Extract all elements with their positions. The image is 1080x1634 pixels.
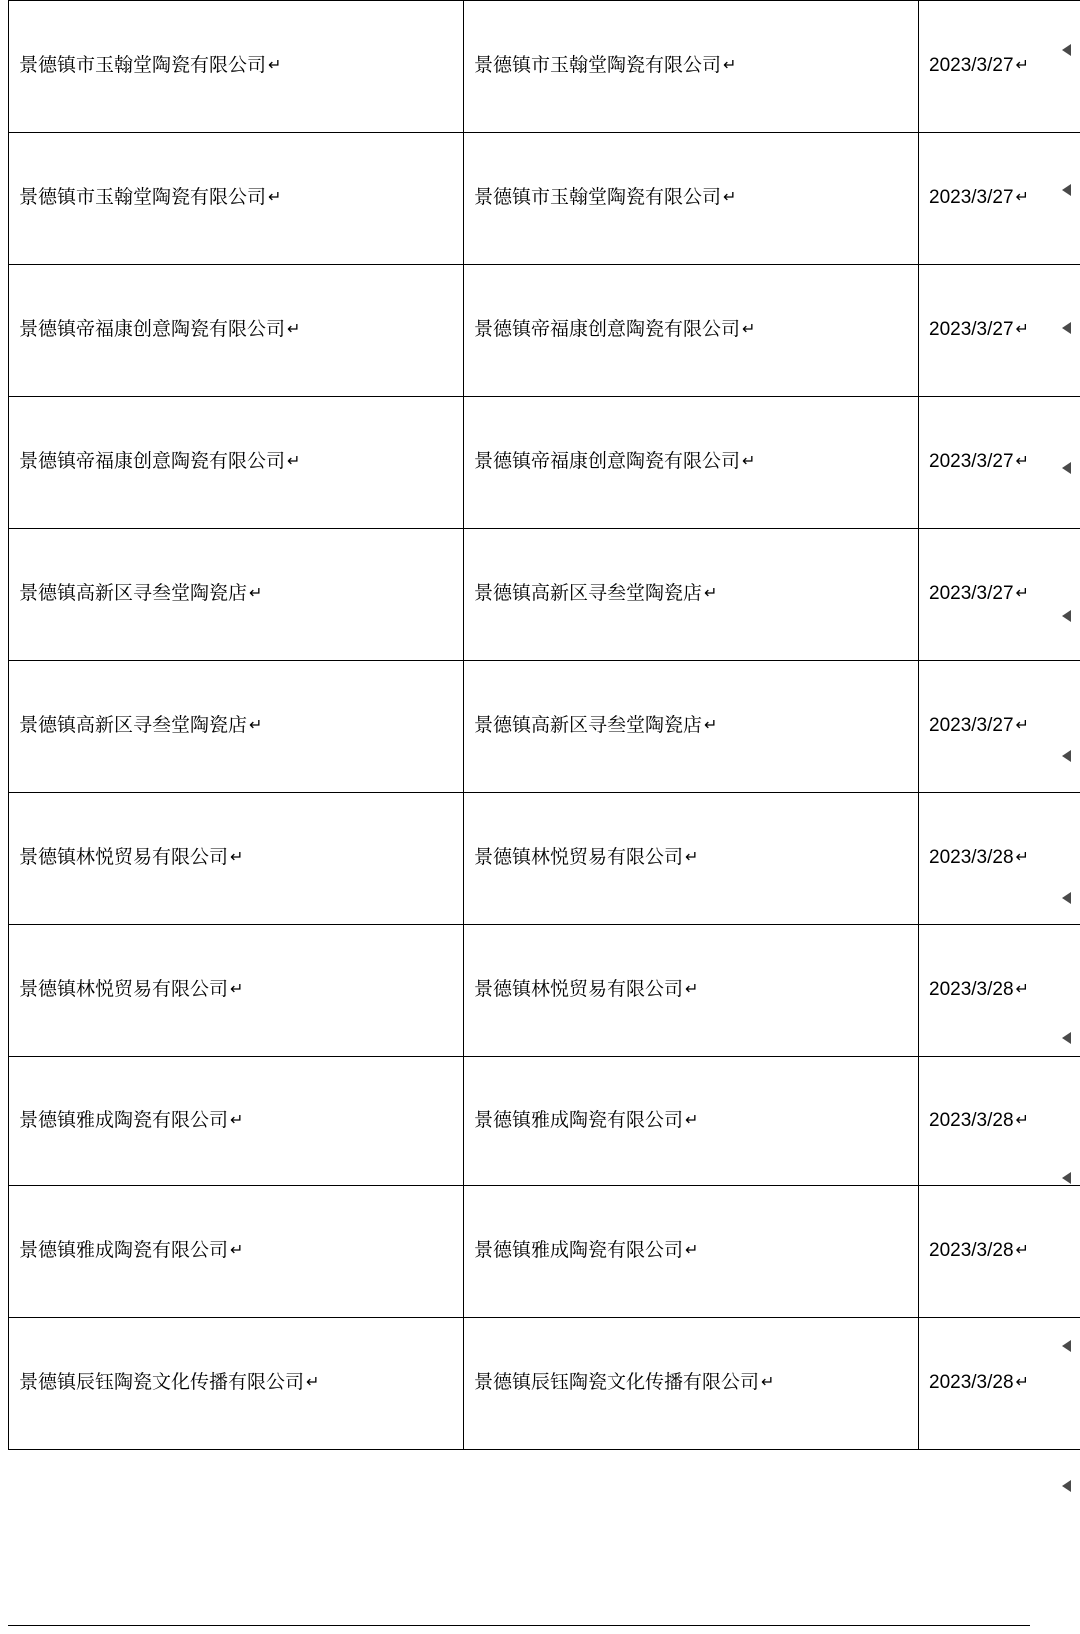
paragraph-mark-icon: ↵ xyxy=(1015,849,1029,867)
paragraph-mark-icon: ↵ xyxy=(1015,1242,1029,1260)
cell-text: 景德镇市玉翰堂陶瓷有限公司 xyxy=(474,187,722,209)
cell-company-name-duplicate xyxy=(464,529,919,661)
cell-text: 景德镇辰钰陶瓷文化传播有限公司 xyxy=(19,1372,305,1394)
paragraph-mark-icon: ↵ xyxy=(685,1242,699,1260)
cell-date xyxy=(919,793,1080,925)
cell-text: 景德镇高新区寻叁堂陶瓷店 xyxy=(19,583,248,605)
paragraph-mark-icon: ↵ xyxy=(230,1242,244,1260)
cell-company-name-duplicate xyxy=(464,1,919,133)
page-bottom-rule xyxy=(8,1625,1030,1626)
cell-text: 2023/3/28 xyxy=(929,847,1014,869)
cell-text: 2023/3/28 xyxy=(929,979,1014,1001)
paragraph-mark-icon: ↵ xyxy=(230,981,244,999)
cell-company-name xyxy=(9,1,464,133)
paragraph-mark-icon: ↵ xyxy=(761,1374,775,1392)
table-row xyxy=(9,265,1080,397)
cell-text: 景德镇市玉翰堂陶瓷有限公司 xyxy=(19,55,267,77)
cell-text: 2023/3/28 xyxy=(929,1372,1014,1394)
cell-company-name xyxy=(9,1318,464,1450)
cell-company-name-duplicate xyxy=(464,265,919,397)
paragraph-mark-icon: ↵ xyxy=(704,585,718,603)
table-row xyxy=(9,793,1080,925)
cell-text: 景德镇高新区寻叁堂陶瓷店 xyxy=(474,583,703,605)
cell-text: 景德镇雅成陶瓷有限公司 xyxy=(19,1109,229,1131)
data-table xyxy=(8,0,1080,1450)
cell-text: 景德镇帝福康创意陶瓷有限公司 xyxy=(19,451,286,473)
table-row xyxy=(9,397,1080,529)
paragraph-mark-icon: ↵ xyxy=(1015,981,1029,999)
table-row xyxy=(9,133,1080,265)
paragraph-mark-icon: ↵ xyxy=(306,1374,320,1392)
paragraph-mark-icon: ↵ xyxy=(1015,57,1029,75)
cell-text: 景德镇帝福康创意陶瓷有限公司 xyxy=(474,451,741,473)
cell-text: 景德镇雅成陶瓷有限公司 xyxy=(474,1240,684,1262)
paragraph-mark-icon: ↵ xyxy=(1015,585,1029,603)
cell-date xyxy=(919,1057,1080,1186)
cell-text: 2023/3/27 xyxy=(929,319,1014,341)
cell-company-name-duplicate xyxy=(464,661,919,793)
paragraph-mark-icon: ↵ xyxy=(685,981,699,999)
cell-date xyxy=(919,1318,1080,1450)
cell-company-name xyxy=(9,529,464,661)
change-mark-icon xyxy=(1062,1480,1071,1492)
cell-text: 景德镇雅成陶瓷有限公司 xyxy=(474,1109,684,1131)
cell-company-name-duplicate xyxy=(464,1318,919,1450)
cell-company-name-duplicate xyxy=(464,1057,919,1186)
cell-date xyxy=(919,397,1080,529)
paragraph-mark-icon: ↵ xyxy=(742,321,756,339)
paragraph-mark-icon: ↵ xyxy=(1015,1374,1029,1392)
cell-date xyxy=(919,265,1080,397)
table-row xyxy=(9,1318,1080,1450)
cell-text: 2023/3/27 xyxy=(929,55,1014,77)
cell-company-name-duplicate xyxy=(464,793,919,925)
paragraph-mark-icon: ↵ xyxy=(249,717,263,735)
cell-text: 2023/3/27 xyxy=(929,715,1014,737)
paragraph-mark-icon: ↵ xyxy=(723,189,737,207)
cell-company-name xyxy=(9,661,464,793)
cell-text: 景德镇林悦贸易有限公司 xyxy=(19,979,229,1001)
cell-text: 景德镇辰钰陶瓷文化传播有限公司 xyxy=(474,1372,760,1394)
cell-date xyxy=(919,529,1080,661)
paragraph-mark-icon: ↵ xyxy=(287,321,301,339)
cell-text: 景德镇市玉翰堂陶瓷有限公司 xyxy=(19,187,267,209)
cell-company-name xyxy=(9,1057,464,1186)
table-row xyxy=(9,925,1080,1057)
cell-text: 2023/3/27 xyxy=(929,583,1014,605)
cell-date xyxy=(919,1,1080,133)
paragraph-mark-icon: ↵ xyxy=(1015,189,1029,207)
cell-text: 景德镇帝福康创意陶瓷有限公司 xyxy=(19,319,286,341)
table-row xyxy=(9,1,1080,133)
paragraph-mark-icon: ↵ xyxy=(287,453,301,471)
cell-text: 景德镇雅成陶瓷有限公司 xyxy=(19,1240,229,1262)
cell-company-name-duplicate xyxy=(464,133,919,265)
table-row xyxy=(9,1057,1080,1186)
paragraph-mark-icon: ↵ xyxy=(249,585,263,603)
cell-text: 2023/3/27 xyxy=(929,187,1014,209)
paragraph-mark-icon: ↵ xyxy=(685,1111,699,1129)
cell-company-name xyxy=(9,265,464,397)
paragraph-mark-icon: ↵ xyxy=(268,57,282,75)
paragraph-mark-icon: ↵ xyxy=(268,189,282,207)
cell-text: 景德镇林悦贸易有限公司 xyxy=(19,847,229,869)
cell-text: 2023/3/27 xyxy=(929,451,1014,473)
cell-text: 景德镇高新区寻叁堂陶瓷店 xyxy=(474,715,703,737)
cell-company-name-duplicate xyxy=(464,925,919,1057)
cell-company-name xyxy=(9,397,464,529)
cell-company-name-duplicate xyxy=(464,1186,919,1318)
paragraph-mark-icon: ↵ xyxy=(704,717,718,735)
cell-text: 景德镇帝福康创意陶瓷有限公司 xyxy=(474,319,741,341)
paragraph-mark-icon: ↵ xyxy=(1015,453,1029,471)
table-body xyxy=(9,1,1080,1450)
table-row xyxy=(9,1186,1080,1318)
paragraph-mark-icon: ↵ xyxy=(723,57,737,75)
cell-text: 景德镇市玉翰堂陶瓷有限公司 xyxy=(474,55,722,77)
cell-text: 2023/3/28 xyxy=(929,1109,1014,1131)
paragraph-mark-icon: ↵ xyxy=(230,1111,244,1129)
table-row xyxy=(9,529,1080,661)
cell-company-name xyxy=(9,133,464,265)
paragraph-mark-icon: ↵ xyxy=(1015,321,1029,339)
paragraph-mark-icon: ↵ xyxy=(685,849,699,867)
paragraph-mark-icon: ↵ xyxy=(742,453,756,471)
cell-date xyxy=(919,661,1080,793)
cell-text: 景德镇高新区寻叁堂陶瓷店 xyxy=(19,715,248,737)
cell-company-name xyxy=(9,925,464,1057)
table-row xyxy=(9,661,1080,793)
paragraph-mark-icon: ↵ xyxy=(1015,717,1029,735)
paragraph-mark-icon: ↵ xyxy=(230,849,244,867)
cell-text: 景德镇林悦贸易有限公司 xyxy=(474,847,684,869)
cell-company-name-duplicate xyxy=(464,397,919,529)
cell-text: 2023/3/28 xyxy=(929,1240,1014,1262)
cell-date xyxy=(919,1186,1080,1318)
cell-text: 景德镇林悦贸易有限公司 xyxy=(474,979,684,1001)
cell-company-name xyxy=(9,1186,464,1318)
cell-date xyxy=(919,925,1080,1057)
cell-company-name xyxy=(9,793,464,925)
paragraph-mark-icon: ↵ xyxy=(1015,1111,1029,1129)
cell-date xyxy=(919,133,1080,265)
